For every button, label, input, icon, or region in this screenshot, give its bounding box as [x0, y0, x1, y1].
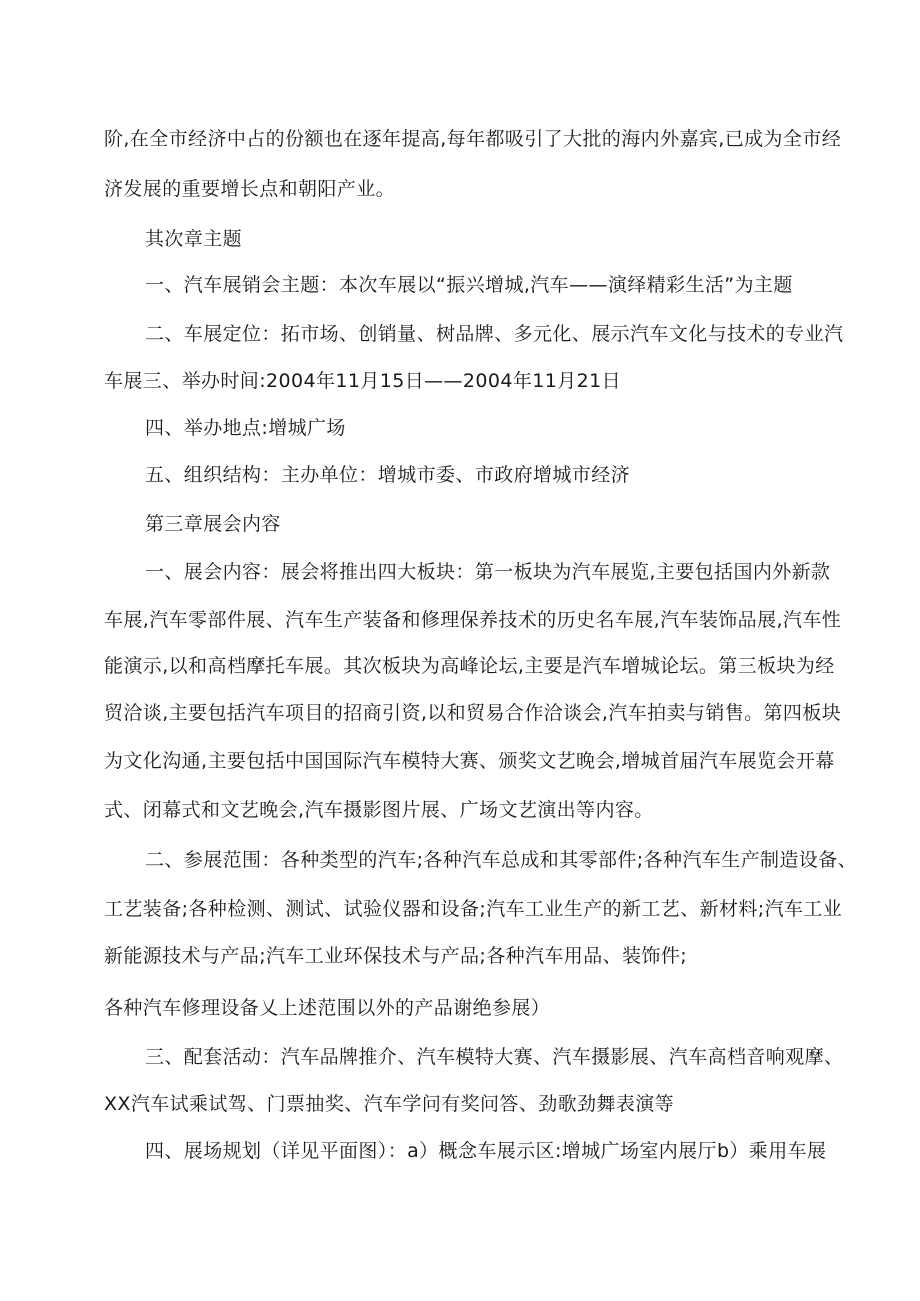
paragraph-line: 能演示,以和高档摩托车展。其次板块为高峰论坛,主要是汽车增城论坛。第三板块为经 — [104, 655, 835, 677]
paragraph-line: 各种汽车修理设备乂上述范围以外的产品谢绝参展） — [104, 997, 551, 1019]
paragraph-line: 车展三、举办时间:2004年11月15日——2004年11月21日 — [104, 370, 622, 392]
paragraph-line: 四、举办地点:增城广场 — [145, 417, 346, 439]
paragraph-line: 三、配套活动：汽车品牌推介、汽车模特大赛、汽车摄影展、汽车高档音响观摩、 — [145, 1046, 844, 1068]
paragraph-line: 一、汽车展销会主题：本次车展以“振兴增城,汽车——演绎精彩生活”为主题 — [145, 274, 793, 296]
paragraph-line: 车展,汽车零部件展、汽车生产装备和修理保养技术的历史名车展,汽车装饰品展,汽车性 — [104, 609, 842, 631]
paragraph-line: 式、闭幕式和文艺晚会,汽车摄影图片展、广场文艺演出等内容。 — [104, 799, 654, 821]
paragraph-line: 五、组织结构：主办单位：增城市委、市政府增城市经济 — [145, 464, 631, 486]
paragraph-line: 工艺装备;各种检测、测试、试验仪器和设备;汽车工业生产的新工艺、新材料;汽车工业 — [104, 898, 843, 920]
paragraph-line: 二、参展范围：各种类型的汽车;各种汽车总成和其零部件;各种汽车生产制造设备、 — [145, 849, 858, 871]
paragraph-line: 新能源技术与产品;汽车工业环保技术与产品;各种汽车用品、装饰件; — [104, 945, 688, 967]
paragraph-line: 二、车展定位：拓市场、创销量、树品牌、多元化、展示汽车文化与技术的专业汽 — [145, 323, 844, 345]
paragraph-line: 四、展场规划（详见平面图）：a）概念车展示区:增城广场室内展厅b）乘用车展 — [145, 1140, 827, 1162]
paragraph-line: 济发展的重要增长点和朝阳产业。 — [104, 178, 396, 200]
chapter-heading: 第三章展会内容 — [145, 513, 281, 535]
chapter-heading: 其次章主题 — [145, 228, 243, 250]
paragraph-line: 为文化沟通,主要包括中国国际汽车模特大赛、颁奖文艺晚会,增城首届汽车展览会开幕 — [104, 750, 835, 772]
paragraph-line: 一、展会内容：展会将推出四大板块：第一板块为汽车展览,主要包括国内外新款 — [145, 561, 831, 583]
paragraph-line: XX汽车试乘试驾、门票抽奖、汽车学问有奖问答、劲歌劲舞表演等 — [104, 1093, 675, 1115]
paragraph-line: 贸洽谈,主要包括汽车项目的招商引资,以和贸易合作洽谈会,汽车拍卖与销售。第四板块 — [104, 702, 842, 724]
paragraph-line: 阶,在全市经济中占的份额也在逐年提高,每年都吸引了大批的海内外嘉宾,已成为全市经 — [104, 128, 842, 150]
